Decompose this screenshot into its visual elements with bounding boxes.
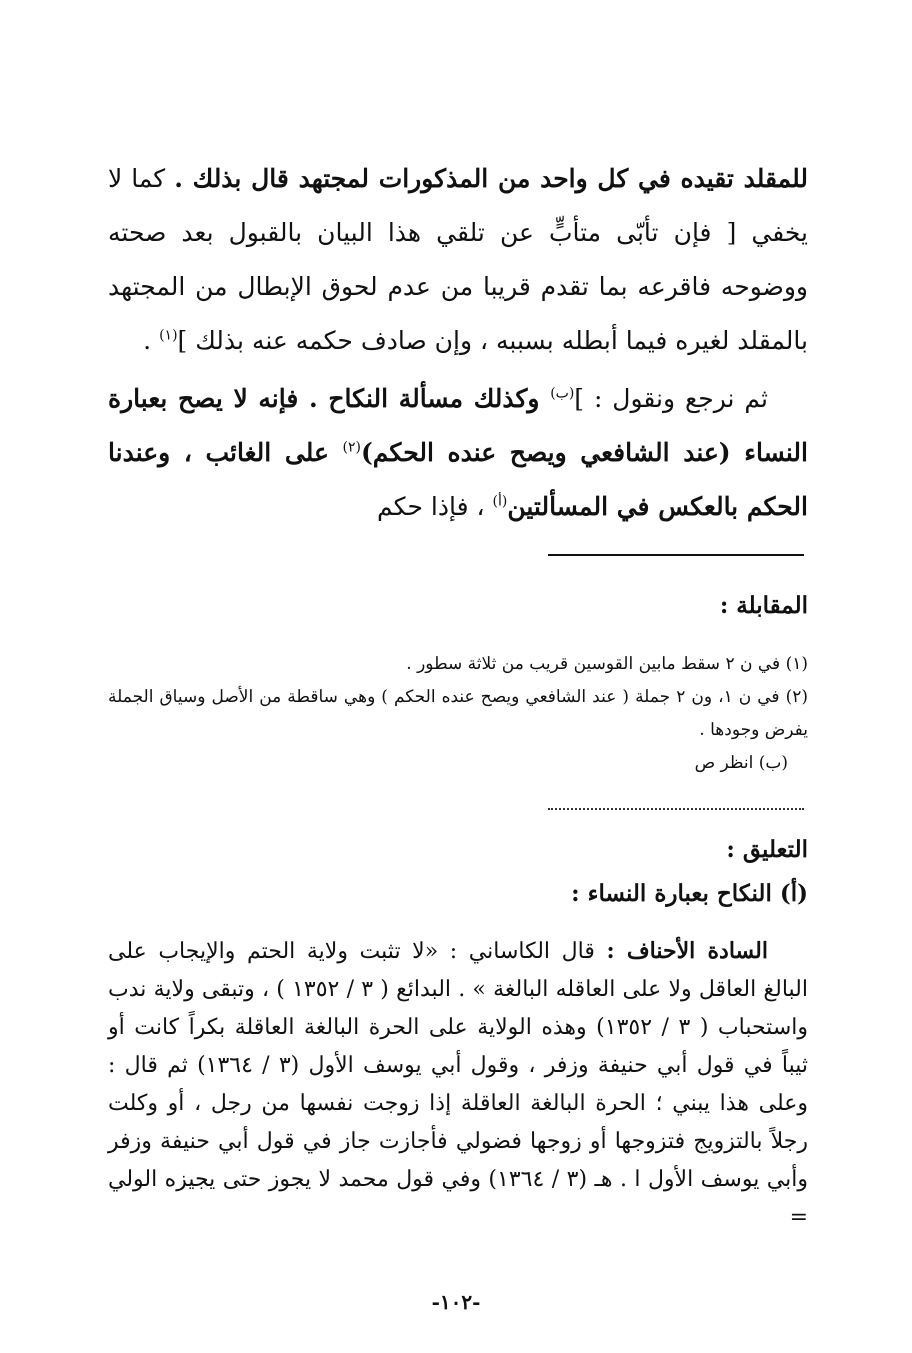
footnote-separator [548, 554, 804, 556]
taliq-text: قال الكاساني : «لا تثبت ولاية الحتم والإيجاب على البالغ العاقل ولا على العاقله البالغة » . البدائع ( ٣ / ١٣٥٢ ) ، وتبقى ولاية ندب واستحباب ( ٣ / ١٣٥٢) وهذه الولاية على الحرة البالغة العاقلة بكراً كانت أو ثيباً في قول أبي حنيفة وزفر ، وقول أبي يوسف الأول (٣ / ١٣٦٤) ثم قال : وعلى هذا يبني ؛ الحرة البالغة العاقلة إذا زوجت نفسها من رجل ، أو وكلت رجلاً بالتزويج فتزوجها أو زوجها فضولي فأجازت جاز في قول أبي حنيفة وزفر وأبي يوسف الأول ا . هـ (٣ / ١٣٦٤) وفي قول محمد لا يجوز حتى يجيزه الولي = [108, 939, 808, 1230]
muqabala-note-b: (ب) انظر ص [694, 753, 788, 773]
muqabala-note-2: (٢) في ن ١، ون ٢ جملة ( عند الشافعي ويصح عنده الحكم ) وهي ساقطة من الأصل وسياق الجملة يفرض وجودها . [108, 687, 809, 740]
main-paragraph-1 [108, 152, 808, 368]
dotted-separator [548, 808, 804, 810]
taliq-paragraph [108, 932, 808, 1237]
muqabala-heading: المقابلة : [719, 592, 808, 619]
muqabala-note-1: (١) في ن ٢ سقط مابين القوسين قريب من ثلاثة سطور . [406, 654, 808, 674]
main-paragraph-2 [108, 372, 808, 534]
muqabala-notes [108, 648, 808, 780]
page-number: -١٠٢- [431, 1290, 481, 1314]
para1-footnote-ref: (١) [159, 327, 178, 344]
para1-bold-lead: للمقلد تقيده في كل واحد من المذكورات لمجتهد قال بذلك . [174, 164, 808, 193]
taliq-bold-lead: السادة الأحناف : [606, 938, 768, 964]
para2-tail: ، فإذا حكم [377, 492, 493, 521]
para2-bold-1: وكذلك مسألة النكاح . فإنه لا يصح بعبارة النساء (عند الشافعي ويصح عنده الحكم) [108, 384, 808, 467]
para2-ref-b: (ب) [550, 385, 575, 402]
para2-bold-2: على الغائب ، وعندنا الحكم بالعكس في المسألتين [108, 438, 808, 521]
para2-lead: ثم نرجع ونقول : ] [574, 384, 768, 413]
para2-ref-2: (٢) [342, 439, 361, 456]
para2-ref-a: (أ) [492, 493, 508, 510]
para1-end: . [143, 326, 160, 355]
para1-text: كما لا يخفي [ فإن تأبّى متأبٍّ عن تلقي هذا البيان بالقبول بعد صحته ووضوحه فاقرعه بما تقدم قريبا من عدم لحوق الإبطال من المجتهد بالمقلد لغيره فيما أبطله بسببه ، وإن صادف حكمه عنه بذلك ] [108, 164, 808, 355]
taliq-heading: التعليق : [726, 836, 808, 863]
taliq-subheading: (أ) النكاح بعبارة النساء : [571, 880, 808, 907]
